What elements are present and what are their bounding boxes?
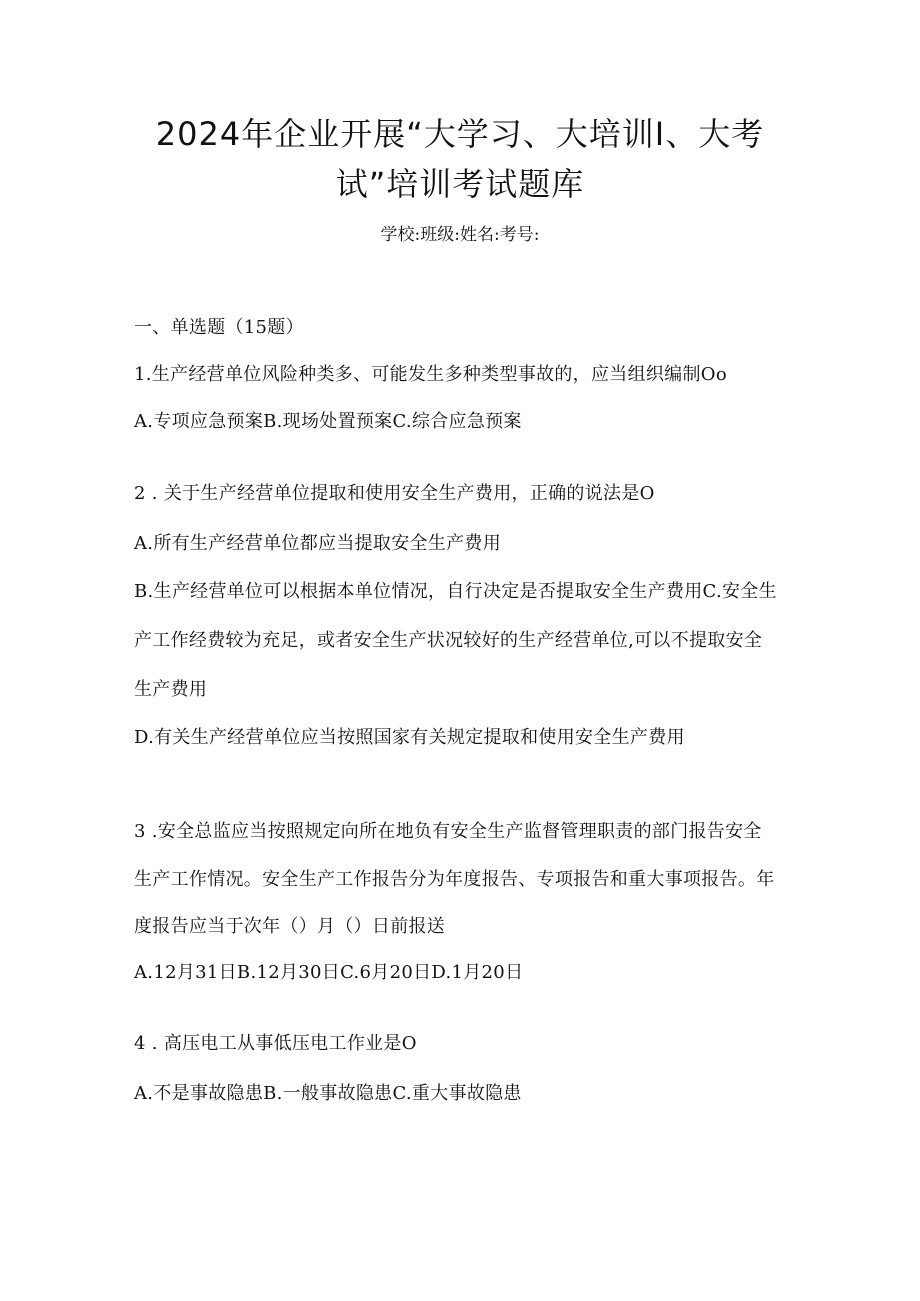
question-2-option-a: A.所有生产经营单位都应当提取安全生产费用: [134, 533, 502, 554]
question-2-stem: 2 . 关于生产经营单位提取和使用安全生产费用，正确的说法是O: [134, 483, 655, 504]
question-2-option-b-line-1: B.生产经营单位可以根据本单位情况，自行决定是否提取安全生产费用C.安全生: [134, 581, 777, 602]
question-3-stem-line-1: 3 .安全总监应当按照规定向所在地负有安全生产监督管理职责的部门报告安全: [134, 821, 762, 842]
question-4-stem: 4 . 高压电工从事低压电工作业是O: [134, 1033, 417, 1054]
question-1-options: A.专项应急预案B.现场处置预案C.综合应急预案: [134, 411, 522, 432]
question-3-options: A.12月31日B.12月30日C.6月20日D.1月20日: [134, 962, 524, 983]
question-2-option-b-line-3: 生产费用: [134, 679, 208, 700]
question-3-stem-line-2: 生产工作情况。安全生产工作报告分为年度报告、专项报告和重大事项报告。年: [134, 869, 775, 890]
section-heading: 一、单选题（15题）: [134, 317, 304, 338]
student-info-line: 学校:班级:姓名:考号:: [380, 225, 540, 245]
question-4-options: A.不是事故隐患B.一般事故隐患C.重大事故隐患: [134, 1083, 522, 1104]
document-title-line-1: 2024年企业开展“大学习、大培训I、大考: [155, 115, 765, 153]
question-2-option-b-line-2: 产工作经费较为充足，或者安全生产状况较好的生产经营单位,可以不提取安全: [134, 630, 763, 651]
question-1-stem: 1.生产经营单位风险种类多、可能发生多种类型事故的，应当组织编制Oo: [134, 364, 727, 385]
question-2-option-d: D.有关生产经营单位应当按照国家有关规定提取和使用安全生产费用: [134, 727, 685, 748]
question-3-stem-line-3: 度报告应当于次年（）月（）日前报送: [134, 916, 446, 937]
document-title-line-2: 试”培训考试题库: [335, 165, 585, 203]
